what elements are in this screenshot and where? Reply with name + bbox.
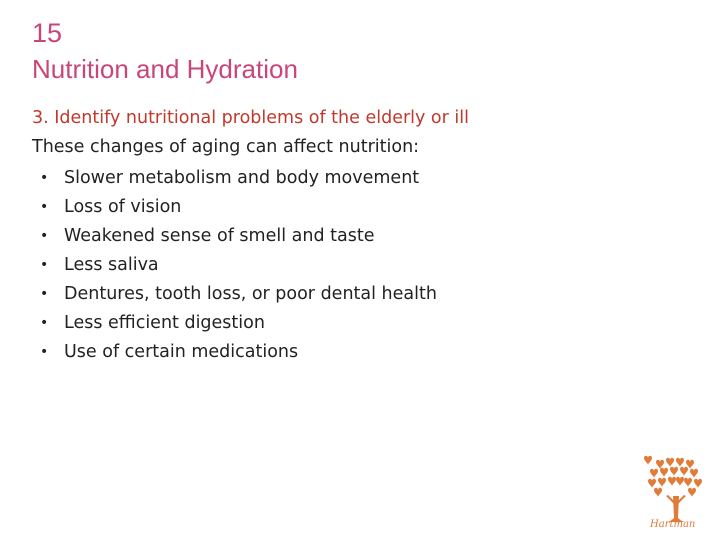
list-item xyxy=(40,222,437,251)
list-item-text: Dentures, tooth loss, or poor dental health xyxy=(64,284,437,304)
list-item xyxy=(40,164,437,193)
list-item xyxy=(40,193,437,222)
bullet-icon: • xyxy=(40,228,49,244)
list-item-text: Weakened sense of smell and taste xyxy=(64,226,375,246)
list-item xyxy=(40,309,437,338)
bullet-list xyxy=(40,164,437,367)
bullet-icon: • xyxy=(40,315,49,331)
list-item xyxy=(40,280,437,309)
list-item-text: Use of certain medications xyxy=(64,342,299,362)
chapter-title: Nutrition and Hydration xyxy=(32,54,298,84)
bullet-icon: • xyxy=(40,170,49,186)
learning-objective: 3. Identify nutritional problems of the elderly or ill xyxy=(32,108,469,128)
intro-text: These changes of aging can affect nutrition: xyxy=(32,137,420,157)
list-item-text: Less efficient digestion xyxy=(64,313,265,333)
bullet-icon: • xyxy=(40,286,49,302)
bullet-icon: • xyxy=(40,344,49,360)
hartman-logo-text: Hartman xyxy=(650,519,696,530)
chapter-number: 15 xyxy=(32,18,63,48)
list-item-text: Less saliva xyxy=(64,255,159,275)
bullet-icon: • xyxy=(40,257,49,273)
bullet-icon: • xyxy=(40,199,49,215)
list-item-text: Loss of vision xyxy=(64,197,182,217)
list-item-text: Slower metabolism and body movement xyxy=(64,168,420,188)
list-item xyxy=(40,338,437,367)
list-item xyxy=(40,251,437,280)
